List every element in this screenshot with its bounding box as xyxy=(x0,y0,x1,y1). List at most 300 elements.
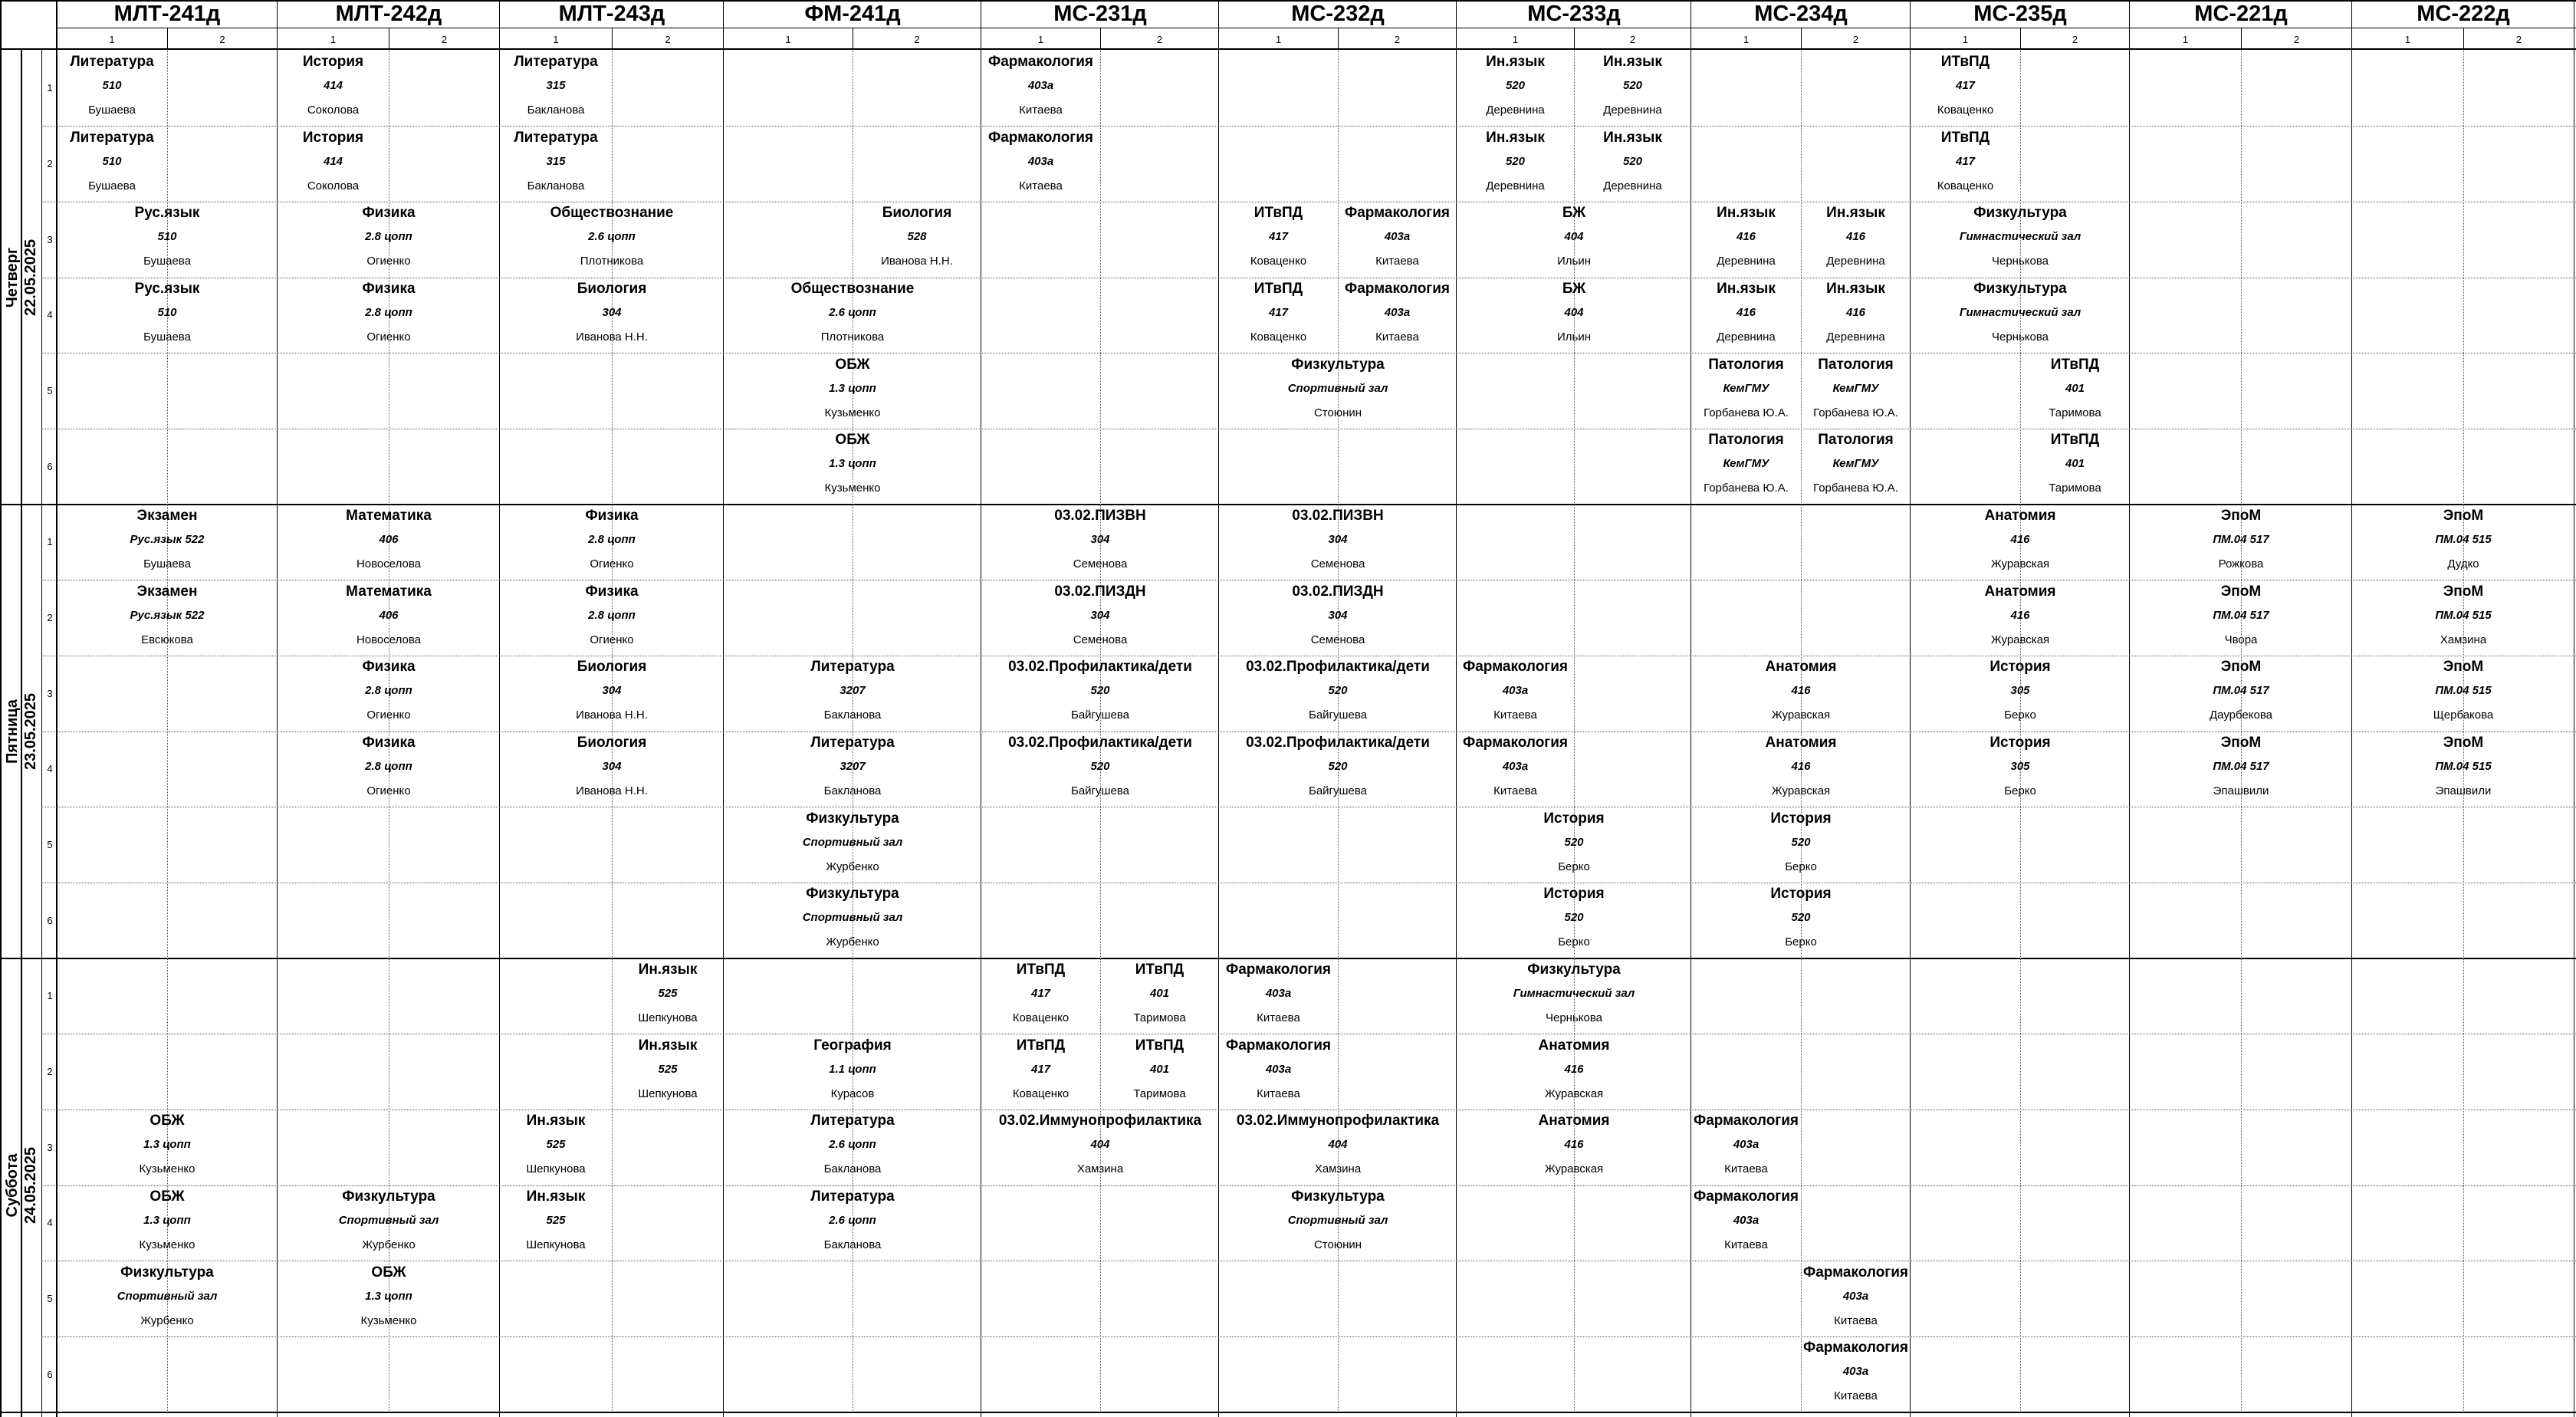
lesson-cell[interactable] xyxy=(2020,429,2130,505)
lesson-subject: Физкультура xyxy=(342,1189,435,1205)
lesson-subject: ЭпоМ xyxy=(2220,735,2262,751)
lesson-teacher: Китаева xyxy=(1724,1162,1768,1176)
lesson-subject: История xyxy=(302,54,364,70)
lesson-room: 2.8 цопп xyxy=(365,684,412,698)
lesson-room: 520 xyxy=(1328,760,1348,773)
lesson-room: 520 xyxy=(1564,835,1584,849)
lesson-teacher: Шепкунова xyxy=(638,1011,698,1024)
lesson-cell[interactable] xyxy=(278,505,500,580)
lesson-teacher: Кузьменко xyxy=(139,1162,196,1176)
lesson-cell[interactable] xyxy=(500,1185,612,1261)
lesson-subject: Обществознание xyxy=(550,205,674,222)
lesson-cell[interactable] xyxy=(1457,1110,1691,1185)
lesson-teacher: Бушаева xyxy=(88,104,136,117)
lesson-cell[interactable] xyxy=(1457,127,1574,202)
lesson-teacher: Деревнина xyxy=(1717,255,1776,268)
lesson-teacher: Семенова xyxy=(1310,633,1365,646)
lesson-teacher: Огиенко xyxy=(366,255,411,268)
pair-number: 1 xyxy=(47,82,53,94)
lesson-room: 520 xyxy=(1505,79,1526,92)
lesson-cell[interactable] xyxy=(2352,656,2574,732)
lesson-subject: БЖ xyxy=(1562,205,1586,222)
lesson-subject: Ин.язык xyxy=(638,962,698,978)
lesson-cell[interactable] xyxy=(1219,1110,1457,1185)
subgroup-label: 2 xyxy=(2293,33,2300,45)
lesson-subject: Фармакология xyxy=(1693,1189,1799,1205)
lesson-room: Гимнастический зал xyxy=(1513,987,1635,1000)
lesson-cell[interactable] xyxy=(1457,732,1574,807)
lesson-room: 2.6 цопп xyxy=(829,1214,876,1227)
lesson-room: 416 xyxy=(1736,306,1756,319)
lesson-room: Рус.язык 522 xyxy=(130,608,205,622)
lesson-cell[interactable] xyxy=(2352,580,2574,656)
subgroup-label: 2 xyxy=(665,33,671,45)
lesson-subject: ЭпоМ xyxy=(2220,508,2262,524)
lesson-room: ПМ.04 515 xyxy=(2435,760,2492,773)
lesson-cell[interactable] xyxy=(1219,353,1457,429)
lesson-room: 406 xyxy=(379,533,399,546)
subgroup-label: 2 xyxy=(2072,33,2078,45)
grid-line xyxy=(2463,51,2464,505)
lesson-teacher: Таримова xyxy=(2049,482,2101,495)
lesson-room: 528 xyxy=(907,230,927,244)
group-header: МЛТ-241д xyxy=(113,1,221,26)
lesson-cell[interactable] xyxy=(57,278,278,353)
grid-line xyxy=(1801,28,1802,49)
lesson-room: 414 xyxy=(323,154,343,168)
lesson-cell[interactable] xyxy=(500,202,724,278)
lesson-teacher: Китаева xyxy=(1257,1011,1300,1024)
lesson-cell[interactable] xyxy=(1457,958,1691,1034)
lesson-room: Спортивный зал xyxy=(1287,381,1388,395)
lesson-cell[interactable] xyxy=(500,656,724,732)
lesson-cell[interactable] xyxy=(724,429,981,505)
lesson-cell[interactable] xyxy=(278,51,389,127)
lesson-subject: Фармакология xyxy=(1225,962,1331,978)
lesson-subject: ОБЖ xyxy=(150,1113,185,1129)
lesson-room: 510 xyxy=(157,306,177,319)
lesson-teacher: Деревнина xyxy=(1603,104,1662,117)
lesson-subject: Литература xyxy=(810,1113,895,1129)
lesson-cell[interactable] xyxy=(2130,732,2352,807)
lesson-cell[interactable] xyxy=(57,1110,278,1185)
lesson-room: 525 xyxy=(658,987,678,1000)
lesson-cell[interactable] xyxy=(1911,127,2020,202)
lesson-cell[interactable] xyxy=(981,958,1100,1034)
lesson-cell[interactable] xyxy=(1574,51,1691,127)
lesson-cell[interactable] xyxy=(1219,278,1338,353)
lesson-cell[interactable] xyxy=(57,505,278,580)
lesson-cell[interactable] xyxy=(1691,353,1801,429)
lesson-subject: ИТвПД xyxy=(1940,129,1990,146)
lesson-room: 404 xyxy=(1328,1138,1348,1152)
lesson-cell[interactable] xyxy=(612,1034,724,1110)
lesson-cell[interactable] xyxy=(278,580,500,656)
lesson-teacher: Журбенко xyxy=(826,935,879,949)
lesson-teacher: Бакланова xyxy=(823,708,882,722)
lesson-subject: Анатомия xyxy=(1538,1113,1610,1129)
lesson-cell[interactable] xyxy=(2020,353,2130,429)
lesson-teacher: Огиенко xyxy=(366,708,411,722)
lesson-cell[interactable] xyxy=(1691,429,1801,505)
lesson-cell[interactable] xyxy=(1691,202,1801,278)
lesson-subject: 03.02.ПИЗВН xyxy=(1054,508,1146,524)
lesson-cell[interactable] xyxy=(1457,656,1574,732)
lesson-cell[interactable] xyxy=(1911,656,2130,732)
lesson-room: 403а xyxy=(1265,1062,1292,1076)
lesson-subject: Литература xyxy=(514,54,598,70)
lesson-room: 416 xyxy=(1564,1062,1584,1076)
lesson-subject: Фармакология xyxy=(987,54,1093,70)
lesson-subject: 03.02.Иммунопрофилактика xyxy=(1236,1113,1440,1129)
lesson-cell[interactable] xyxy=(1100,958,1219,1034)
lesson-cell[interactable] xyxy=(1691,883,1911,958)
grid-line xyxy=(2241,958,2242,1412)
lesson-cell[interactable] xyxy=(1691,656,1911,732)
lesson-room: 416 xyxy=(1791,760,1811,773)
lesson-cell[interactable] xyxy=(1801,353,1911,429)
lesson-teacher: Деревнина xyxy=(1486,179,1545,192)
lesson-teacher: Коваценко xyxy=(1250,255,1307,268)
lesson-subject: Биология xyxy=(577,735,647,751)
lesson-cell[interactable] xyxy=(500,580,724,656)
lesson-cell[interactable] xyxy=(278,732,500,807)
pair-number: 1 xyxy=(47,990,53,1002)
lesson-teacher: Таримова xyxy=(1133,1087,1186,1100)
lesson-teacher: Байгушева xyxy=(1308,708,1368,722)
pair-number: 6 xyxy=(47,914,53,926)
lesson-cell[interactable] xyxy=(57,127,167,202)
lesson-room: 3207 xyxy=(840,684,866,698)
lesson-cell[interactable] xyxy=(500,127,612,202)
lesson-cell[interactable] xyxy=(1219,1185,1457,1261)
lesson-cell[interactable] xyxy=(1911,505,2130,580)
lesson-cell[interactable] xyxy=(724,1034,981,1110)
lesson-cell[interactable] xyxy=(1691,807,1911,883)
subgroup-label: 1 xyxy=(1512,33,1519,45)
lesson-room: 416 xyxy=(1564,1138,1584,1152)
lesson-cell[interactable] xyxy=(981,1110,1219,1185)
lesson-subject: ИТвПД xyxy=(1254,281,1303,297)
lesson-cell[interactable] xyxy=(724,883,981,958)
lesson-room: 404 xyxy=(1564,230,1584,244)
lesson-room: 416 xyxy=(1845,230,1866,244)
group-header: МС-221д xyxy=(2194,1,2288,26)
lesson-teacher: Новоселова xyxy=(356,633,422,646)
lesson-room: 2.6 цопп xyxy=(588,230,636,244)
lesson-cell[interactable] xyxy=(724,1110,981,1185)
lesson-cell[interactable] xyxy=(1338,202,1457,278)
lesson-cell[interactable] xyxy=(612,958,724,1034)
lesson-subject: Физкультура xyxy=(1973,281,2067,297)
lesson-teacher: Таримова xyxy=(1133,1011,1186,1024)
lesson-room: 305 xyxy=(2010,760,2030,773)
lesson-teacher: Байгушева xyxy=(1308,784,1368,797)
lesson-cell[interactable] xyxy=(1100,1034,1219,1110)
subgroup-label: 1 xyxy=(1275,33,1282,45)
lesson-cell[interactable] xyxy=(1691,1185,1801,1261)
grid-line xyxy=(2241,51,2242,505)
lesson-cell[interactable] xyxy=(1457,278,1691,353)
lesson-cell[interactable] xyxy=(57,1261,278,1337)
lesson-cell[interactable] xyxy=(1219,1034,1338,1110)
lesson-teacher: Хамзина xyxy=(1314,1162,1362,1176)
lesson-cell[interactable] xyxy=(981,732,1219,807)
lesson-subject: Патология xyxy=(1818,432,1894,449)
lesson-room: 304 xyxy=(602,306,622,319)
lesson-cell[interactable] xyxy=(981,127,1100,202)
lesson-subject: ИТвПД xyxy=(1016,1037,1066,1054)
lesson-subject: ЭпоМ xyxy=(2220,583,2262,600)
lesson-cell[interactable] xyxy=(724,807,981,883)
lesson-subject: Ин.язык xyxy=(526,1189,586,1205)
lesson-cell[interactable] xyxy=(1801,1261,1911,1337)
lesson-cell[interactable] xyxy=(853,202,981,278)
pair-number: 6 xyxy=(47,460,53,472)
lesson-subject: БЖ xyxy=(1562,281,1586,297)
grid-line xyxy=(1100,28,1101,49)
lesson-room: 305 xyxy=(2010,684,2030,698)
lesson-room: 1.3 цопп xyxy=(143,1138,191,1152)
lesson-cell[interactable] xyxy=(500,278,724,353)
lesson-cell[interactable] xyxy=(1574,127,1691,202)
lesson-teacher: Огиенко xyxy=(366,330,411,344)
pair-number: 4 xyxy=(47,763,53,775)
lesson-teacher: Даурбекова xyxy=(2210,708,2272,722)
grid-line xyxy=(2463,28,2464,49)
lesson-teacher: Щербакова xyxy=(2433,708,2494,722)
lesson-teacher: Иванова Н.Н. xyxy=(881,255,953,268)
lesson-cell[interactable] xyxy=(1911,732,2130,807)
lesson-cell[interactable] xyxy=(724,1185,981,1261)
lesson-cell[interactable] xyxy=(500,51,612,127)
lesson-cell[interactable] xyxy=(1457,202,1691,278)
lesson-cell[interactable] xyxy=(1457,1034,1691,1110)
lesson-cell[interactable] xyxy=(981,656,1219,732)
lesson-room: 510 xyxy=(102,154,122,168)
lesson-teacher: Иванова Н.Н. xyxy=(576,784,648,797)
lesson-subject: Анатомия xyxy=(1765,659,1837,676)
lesson-cell[interactable] xyxy=(1457,51,1574,127)
lesson-teacher: Китаева xyxy=(1257,1087,1300,1100)
lesson-subject: История xyxy=(1990,659,2051,676)
lesson-cell[interactable] xyxy=(57,202,278,278)
lesson-cell[interactable] xyxy=(1801,429,1911,505)
lesson-cell[interactable] xyxy=(1457,807,1691,883)
lesson-cell[interactable] xyxy=(1219,958,1338,1034)
lesson-teacher: Чернькова xyxy=(1992,255,2049,268)
lesson-cell[interactable] xyxy=(278,1261,500,1337)
lesson-cell[interactable] xyxy=(1691,1110,1801,1185)
subgroup-label: 1 xyxy=(109,33,115,45)
lesson-room: 520 xyxy=(1622,154,1643,168)
lesson-cell[interactable] xyxy=(2352,505,2574,580)
lesson-subject: Физика xyxy=(362,735,416,751)
group-header: МС-232д xyxy=(1291,1,1385,26)
lesson-cell[interactable] xyxy=(278,127,389,202)
lesson-cell[interactable] xyxy=(1691,278,1801,353)
lesson-subject: Математика xyxy=(346,508,432,524)
grid-line xyxy=(0,48,2576,50)
lesson-teacher: Деревнина xyxy=(1486,104,1545,117)
lesson-room: 401 xyxy=(2065,381,2085,395)
lesson-cell[interactable] xyxy=(981,580,1219,656)
subgroup-label: 2 xyxy=(1852,33,1859,45)
lesson-subject: Патология xyxy=(1708,356,1784,373)
lesson-cell[interactable] xyxy=(1219,580,1457,656)
lesson-teacher: Бакланова xyxy=(527,104,585,117)
lesson-room: 403а xyxy=(1384,306,1411,319)
lesson-teacher: Хамзина xyxy=(2440,633,2487,646)
lesson-cell[interactable] xyxy=(1219,732,1457,807)
lesson-cell[interactable] xyxy=(500,1110,612,1185)
lesson-cell[interactable] xyxy=(981,51,1100,127)
lesson-cell[interactable] xyxy=(500,505,724,580)
lesson-subject: Фармакология xyxy=(1802,1264,1908,1281)
lesson-room: 1.3 цопп xyxy=(143,1214,191,1227)
lesson-teacher: Берко xyxy=(1558,860,1590,873)
lesson-cell[interactable] xyxy=(1911,51,2020,127)
day-name: Суббота xyxy=(4,1153,21,1218)
lesson-teacher: Деревнина xyxy=(1717,330,1776,344)
lesson-teacher: Стоюнин xyxy=(1313,1238,1362,1251)
lesson-cell[interactable] xyxy=(1801,202,1911,278)
pair-number: 1 xyxy=(47,536,53,548)
lesson-teacher: Чернькова xyxy=(1546,1011,1602,1024)
lesson-cell[interactable] xyxy=(981,1034,1100,1110)
lesson-subject: Физкультура xyxy=(806,810,899,827)
day-date: 22.05.2025 xyxy=(22,238,40,317)
lesson-cell[interactable] xyxy=(724,278,981,353)
lesson-cell[interactable] xyxy=(278,202,500,278)
lesson-subject: ОБЖ xyxy=(835,356,870,373)
lesson-cell[interactable] xyxy=(1457,883,1691,958)
lesson-teacher: Байгушева xyxy=(1070,708,1130,722)
lesson-cell[interactable] xyxy=(724,656,981,732)
lesson-cell[interactable] xyxy=(981,505,1219,580)
lesson-cell[interactable] xyxy=(57,580,278,656)
lesson-subject: Физкультура xyxy=(1291,356,1385,373)
lesson-subject: История xyxy=(1543,886,1605,902)
lesson-room: 304 xyxy=(602,760,622,773)
lesson-subject: Ин.язык xyxy=(1717,281,1776,297)
lesson-room: 525 xyxy=(658,1062,678,1076)
lesson-cell[interactable] xyxy=(1338,278,1457,353)
lesson-cell[interactable] xyxy=(278,1185,500,1261)
lesson-cell[interactable] xyxy=(500,732,724,807)
lesson-cell[interactable] xyxy=(724,732,981,807)
lesson-room: 510 xyxy=(157,230,177,244)
lesson-room: Гимнастический зал xyxy=(1959,230,2082,244)
grid-line xyxy=(41,49,42,1417)
lesson-subject: Ин.язык xyxy=(1603,129,1662,146)
lesson-room: 315 xyxy=(546,79,566,92)
lesson-room: Рус.язык 522 xyxy=(130,533,205,546)
lesson-cell[interactable] xyxy=(57,51,167,127)
lesson-room: 403а xyxy=(1265,987,1292,1000)
lesson-subject: Экзамен xyxy=(136,583,198,600)
lesson-subject: ЭпоМ xyxy=(2443,508,2484,524)
subgroup-label: 1 xyxy=(330,33,337,45)
lesson-teacher: Журавская xyxy=(1544,1087,1604,1100)
lesson-cell[interactable] xyxy=(1219,202,1338,278)
lesson-subject: История xyxy=(1990,735,2051,751)
lesson-room: 404 xyxy=(1090,1138,1110,1152)
lesson-teacher: Горбанева Ю.А. xyxy=(1813,482,1898,495)
lesson-cell[interactable] xyxy=(2130,505,2352,580)
lesson-subject: Математика xyxy=(346,583,432,600)
lesson-subject: Физкультура xyxy=(1527,962,1621,978)
lesson-room: 403а xyxy=(1502,760,1529,773)
lesson-teacher: Китаева xyxy=(1375,330,1419,344)
subgroup-label: 1 xyxy=(553,33,559,45)
lesson-teacher: Шепкунова xyxy=(526,1162,586,1176)
lesson-teacher: Курасов xyxy=(830,1087,875,1100)
lesson-cell[interactable] xyxy=(1801,1336,1911,1412)
lesson-teacher: Кузьменко xyxy=(360,1313,417,1327)
lesson-room: 520 xyxy=(1090,684,1110,698)
lesson-cell[interactable] xyxy=(2352,732,2574,807)
lesson-cell[interactable] xyxy=(278,278,500,353)
grid-line xyxy=(2020,28,2021,49)
lesson-subject: ИТвПД xyxy=(1135,1037,1184,1054)
pair-number: 2 xyxy=(47,158,53,169)
lesson-subject: Физика xyxy=(362,205,416,222)
lesson-cell[interactable] xyxy=(1219,505,1457,580)
pair-number: 5 xyxy=(47,1293,53,1304)
lesson-room: Спортивный зал xyxy=(802,911,903,925)
lesson-teacher: Китаева xyxy=(1834,1313,1878,1327)
lesson-room: 416 xyxy=(1736,230,1756,244)
lesson-cell[interactable] xyxy=(278,656,500,732)
lesson-cell[interactable] xyxy=(1911,202,2130,278)
lesson-cell[interactable] xyxy=(724,353,981,429)
lesson-teacher: Журавская xyxy=(1771,784,1831,797)
grid-line xyxy=(2463,958,2464,1412)
lesson-cell[interactable] xyxy=(1219,656,1457,732)
grid-line xyxy=(612,28,613,49)
grid-line xyxy=(167,28,168,49)
lesson-cell[interactable] xyxy=(1801,278,1911,353)
lesson-teacher: Бакланова xyxy=(823,784,882,797)
lesson-room: 404 xyxy=(1564,306,1584,319)
lesson-subject: Физика xyxy=(585,508,639,524)
lesson-cell[interactable] xyxy=(1911,278,2130,353)
lesson-subject: Патология xyxy=(1708,432,1784,449)
subgroup-label: 2 xyxy=(441,33,448,45)
lesson-cell[interactable] xyxy=(1691,732,1911,807)
lesson-cell[interactable] xyxy=(2130,656,2352,732)
lesson-teacher: Огиенко xyxy=(590,557,634,570)
lesson-subject: 03.02.Профилактика/дети xyxy=(1246,659,1430,676)
lesson-room: Спортивный зал xyxy=(338,1214,439,1227)
lesson-teacher: Кузьменко xyxy=(824,406,881,419)
grid-line xyxy=(1574,28,1575,49)
lesson-subject: Рус.язык xyxy=(134,281,200,297)
lesson-subject: ЭпоМ xyxy=(2443,583,2484,600)
lesson-subject: Фармакология xyxy=(1225,1037,1331,1054)
pair-number: 5 xyxy=(47,385,53,396)
lesson-room: 417 xyxy=(1030,987,1051,1000)
lesson-cell[interactable] xyxy=(1911,580,2130,656)
lesson-subject: Физика xyxy=(362,281,416,297)
lesson-cell[interactable] xyxy=(2130,580,2352,656)
lesson-subject: Фармакология xyxy=(1693,1113,1799,1129)
group-header: МЛТ-243д xyxy=(558,1,665,26)
lesson-room: 406 xyxy=(379,608,399,622)
lesson-subject: Ин.язык xyxy=(1717,205,1776,222)
lesson-cell[interactable] xyxy=(57,1185,278,1261)
